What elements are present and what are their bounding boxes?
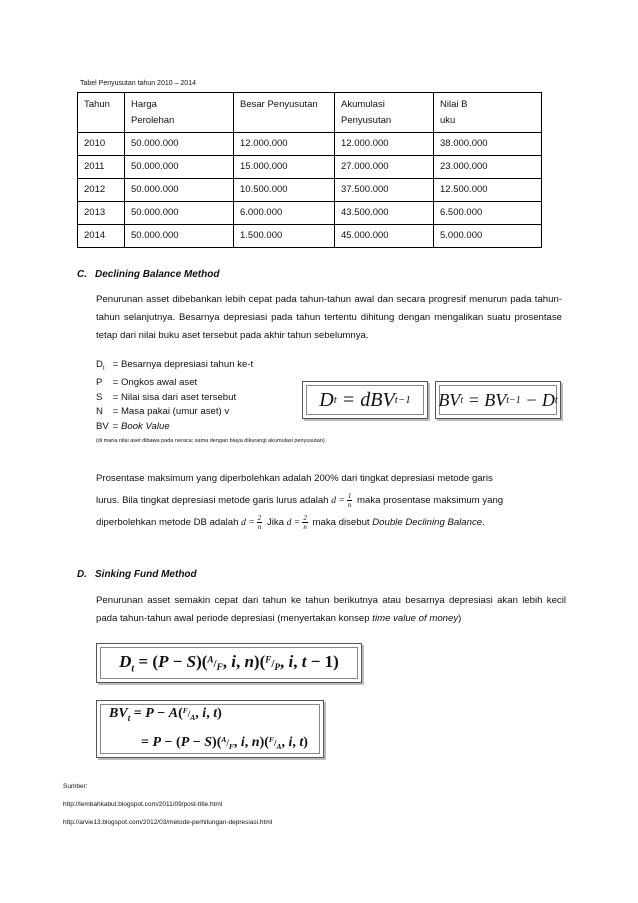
table-cell: 23.000.000 <box>434 156 542 179</box>
table-cell: 45.000.000 <box>335 225 434 248</box>
header-cell: Akumulasi Penyusutan <box>335 93 434 133</box>
formula-sinking-fund-book-value: $BV_t = P - A(^F/_A$, i, t) = $P - (P - S)(^A/_F$, i, $n)(^F/_A$, i, t) <box>96 700 324 758</box>
legend-item: P = Ongkos awal aset <box>96 377 198 389</box>
table-cell: 15.000.000 <box>234 156 335 179</box>
table-cell: 38.000.000 <box>434 133 542 156</box>
legend-item: $D_t$ = Besarnya depresiasi tahun ke-t <box>96 359 254 372</box>
table-cell: 2013 <box>78 202 125 225</box>
variable-legend <box>96 358 325 449</box>
table-cell: 2010 <box>78 133 125 156</box>
sources <box>63 781 272 829</box>
header-cell: Harga Perolehan <box>125 93 234 133</box>
table-cell: 10.500.000 <box>234 179 335 202</box>
table-cell: 6.000.000 <box>234 202 335 225</box>
table-caption: Tabel Penyusutan tahun 2010 – 2014 <box>80 80 196 87</box>
section-c-paragraph: Penurunan asset dibebankan lebih cepat pada tahun-tahun awal dan secara progresif menurun pada tahun-tahun selanjutnya. Besarnya depresiasi pada tahun tertentu dihitung dengan mengalikan suatu prosentase tetap dari nilai buku aset tersebut pada akhir tahun sebelumnya. <box>96 294 562 341</box>
section-d-title: Sinking Fund Method <box>95 569 197 580</box>
table-cell: 1.500.000 <box>234 225 335 248</box>
table-cell: 12.500.000 <box>434 179 542 202</box>
table-cell: 43.500.000 <box>335 202 434 225</box>
table-cell: 6.500.000 <box>434 202 542 225</box>
legend-item: N = Masa pakai (umur aset) v <box>96 406 230 418</box>
table-header-row <box>78 93 542 133</box>
table-cell: 5.000.000 <box>434 225 542 248</box>
formula-depreciation: D t = dBV t−1 <box>302 381 428 419</box>
table-row <box>78 156 542 179</box>
legend-item: S = Nilai sisa dari aset tersebut <box>96 391 237 403</box>
depreciation-table <box>77 92 542 248</box>
table-cell: 50.000.000 <box>125 225 234 248</box>
legend-item: BV = Book Value <box>96 420 170 432</box>
section-c-paragraph-2: Prosentase maksimum yang diperbolehkan adalah 200% dari tingkat depresiasi metode garis lurus. Bila tingkat depresiasi metode garis lurus adalah d = $\frac{1}{n}$ maka prosentase maksimum yang diperbolehkan metode DB adalah d = $\frac{2}{n}$ Jika d = $\frac{2}{n}$ maka disebut Double Declining Balance. <box>96 473 504 532</box>
header-cell: Tahun <box>78 93 125 133</box>
table-cell: 50.000.000 <box>125 202 234 225</box>
section-c-heading: C. Declining Balance Method <box>77 269 220 280</box>
table-row <box>78 133 542 156</box>
formula-book-value: BV t = BV t−1 − D t <box>435 381 561 419</box>
formula-sinking-fund-depreciation: $D_t = (P - S)(^A/_F$, i, $n)(^F/_P$, i, t − 1) <box>96 643 362 683</box>
section-c-title: Declining Balance Method <box>95 269 220 280</box>
book-value-note: (di mana nilai aset dibawa pada neraca; sama dengan biaya dikurangi akumulasi penyusutan) <box>96 438 325 445</box>
source-link[interactable]: http://arvie13.blogspot.com/2012/03/metode-perhitungan-depresiasi.html <box>63 819 273 826</box>
section-d-paragraph: Penurunan asset semakin cepat dari tahun ke tahun berikutnya atau besarnya depresiasi akan lebih kecil pada tahun-tahun awal periode depresiasi (menyertakan konsep time value of money) <box>96 595 566 624</box>
table-cell: 27.000.000 <box>335 156 434 179</box>
table-row <box>78 202 542 225</box>
table-cell: 37.500.000 <box>335 179 434 202</box>
table-cell: 2012 <box>78 179 125 202</box>
table-cell: 50.000.000 <box>125 133 234 156</box>
table-cell: 2014 <box>78 225 125 248</box>
table-cell: 2011 <box>78 156 125 179</box>
sources-label: Sumber: <box>63 783 88 790</box>
table-cell: 12.000.000 <box>234 133 335 156</box>
table-cell: 50.000.000 <box>125 156 234 179</box>
source-link[interactable]: http://lembahkabut.blogspot.com/2011/09/post-title.html <box>63 801 223 808</box>
table-row <box>78 225 542 248</box>
header-cell: Nilai B uku <box>434 93 542 133</box>
header-cell: Besar Penyusutan <box>234 93 335 133</box>
section-d-heading: D. Sinking Fund Method <box>77 569 197 580</box>
table-row <box>78 179 542 202</box>
table-cell: 50.000.000 <box>125 179 234 202</box>
table-cell: 12.000.000 <box>335 133 434 156</box>
